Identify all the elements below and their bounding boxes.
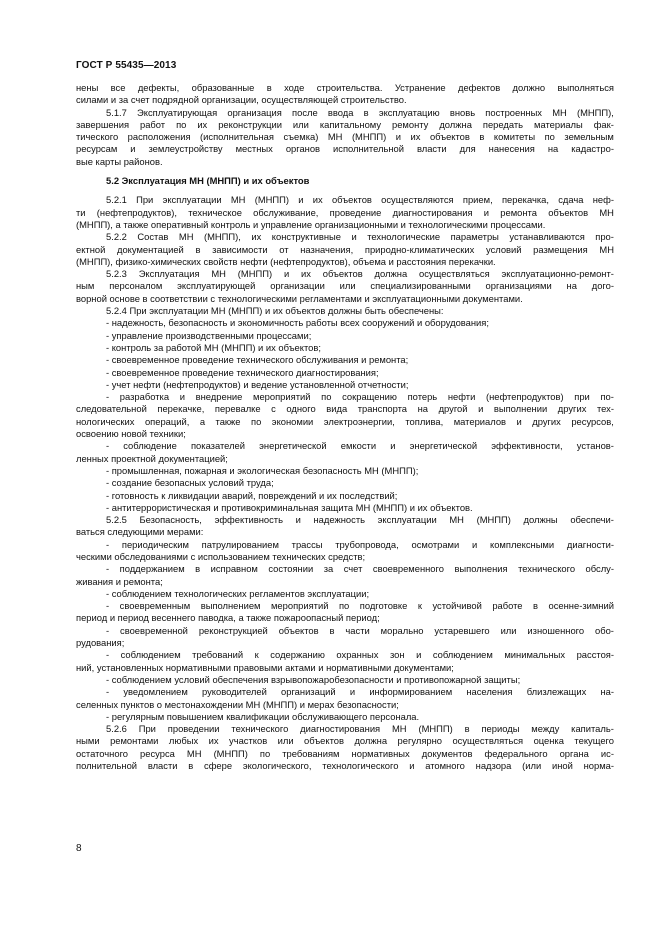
section-heading: 5.2 Эксплуатация МН (МНПП) и их объектов <box>106 175 310 187</box>
text-line: нены все дефекты, образованные в ходе строительства. Устранение дефектов должно выполняться <box>76 82 614 93</box>
text-line: - учет нефти (нефтепродуктов) и ведение установленной отчетности; <box>106 378 409 390</box>
text-line: силами и за счет подрядной организации, осуществляющей строительство. <box>76 94 407 106</box>
text-line: - промышленная, пожарная и экологическая безопасность МН (МНПП); <box>106 464 419 476</box>
text-line: (МНПП), а также оперативный контроль и управление организационными и технологическими процессами. <box>76 218 546 230</box>
text-line: (МНПП), физико-химических свойств нефти (нефтепродуктов), объема и расстояния перекачки. <box>76 255 496 267</box>
text-line: - готовность к ликвидации аварий, повреждений и их последствий; <box>106 489 398 501</box>
text-line: период и период весеннего паводка, а также пожароопасный период; <box>76 612 380 624</box>
document-body <box>76 82 614 772</box>
text-line: - регулярным повышением квалификации обслуживающего персонала. <box>106 710 420 722</box>
text-line: ческими обследованиями с использованием технических средств; <box>76 550 366 562</box>
text-line: ворной основе в соответствии с технологическими регламентами и эксплуатационными документами. <box>76 292 523 304</box>
text-line: - своевременным выполнением мероприятий по подготовке к устойчивой работе в осенне-зимний <box>106 600 614 612</box>
text-line: 5.2.4 При эксплуатации МН (МНПП) и их объектов должны быть обеспечены: <box>106 305 444 317</box>
text-line: - разработка и внедрение мероприятий по сокращению потерь нефти (нефтепродуктов) при по- <box>106 391 614 403</box>
paragraph-gap <box>76 187 614 194</box>
text-line: нологических операций, а также по экономии электроэнергии, топлива, материалов и других ресурсов, <box>76 415 614 427</box>
text-line: 5.1.7 Эксплуатирующая организация после ввода в эксплуатацию вновь построенных МН (МНПП), <box>106 106 614 118</box>
text-line: 5.2.1 При эксплуатации МН (МНПП) и их объектов осуществляются прием, перекачка, сдача неф- <box>106 194 614 206</box>
text-line: остаточного ресурса МН (МНПП) по требованиям нормативных документов федерального органа ис- <box>76 747 614 759</box>
text-line: следовательной перекачке, перевалке с одного вида транспорта на другой и выполнении других тех- <box>76 403 614 415</box>
text-line: - поддержанием в исправном состоянии за счет своевременного выполнения технического обслу- <box>106 563 614 575</box>
text-line: рудования; <box>76 637 125 649</box>
text-line: ресурсам и землеустройству местных органов исполнительной власти для нанесения на кадастро- <box>76 143 614 155</box>
text-line: - антитеррористическая и противокриминальная защита МН (МНПП) и их объектов. <box>106 501 473 513</box>
text-line: - соблюдением условий обеспечения взрывопожаробезопасности и противопожарной защиты; <box>106 673 521 685</box>
text-line: ным персоналом эксплуатирующей организации или специализированными организациями на дого- <box>76 280 614 292</box>
text-line: - своевременное проведение технического обслуживания и ремонта; <box>106 354 409 366</box>
text-line: - управление производственными процессами; <box>106 329 312 341</box>
text-line: ний, установленных нормативными правовыми актами и нормативными документами; <box>76 661 454 673</box>
text-line: ти (нефтепродуктов), техническое обслуживание, проведение диагностирования и ремонта объектов МН <box>76 206 614 218</box>
text-line: ектной документацией в зависимости от назначения, природно-климатических условий размещения МН <box>76 243 614 255</box>
text-line: - соблюдением требований к содержанию охранных зон и соблюдением минимальных расстоя- <box>106 649 614 661</box>
text-line: - своевременное проведение технического диагностирования; <box>106 366 379 378</box>
text-line: завершения работ по их реконструкции или капитальному ремонту должна передать материалы фак- <box>76 118 614 130</box>
text-line: ваться следующими мерами: <box>76 526 204 538</box>
text-line: освоению новой техники; <box>76 428 186 440</box>
text-line: - создание безопасных условий труда; <box>106 477 274 489</box>
text-line: ными ремонтами любых их участков или объектов должна регулярно осуществляться оценка текущего <box>76 735 614 747</box>
text-line: - уведомлением руководителей организаций и информированием населения близлежащих на- <box>106 686 614 698</box>
text-line: - периодическим патрулированием трассы трубопровода, осмотрами и комплексными диагности- <box>106 538 614 550</box>
text-line: 5.2.2 Состав МН (МНПП), их конструктивные и технологические параметры устанавливаются про- <box>106 231 614 243</box>
text-line: - своевременной реконструкцией объектов в части морально устаревшего или изношенного обо- <box>106 624 614 636</box>
text-line: - соблюдением технологических регламентов эксплуатации; <box>106 587 370 599</box>
text-line: ленных проектной документацией; <box>76 452 228 464</box>
text-line: полнительной власти в сфере экологического, технологического и атомного надзора (или иной норма- <box>76 760 614 772</box>
text-line: селенных пунктов о местонахождении МН (МНПП) и мерах безопасности; <box>76 698 399 710</box>
page-number: 8 <box>76 843 82 854</box>
text-line: 5.2.3 Эксплуатация МН (МНПП) и их объектов должна осуществляться эксплуатационно-ремонт- <box>106 268 614 280</box>
text-line: 5.2.6 При проведении технического диагностирования МН (МНПП) в периоды между капиталь- <box>106 723 614 735</box>
page-header-standard: ГОСТ Р 55435—2013 <box>76 60 177 71</box>
text-line: живания и ремонта; <box>76 575 163 587</box>
text-line: - соблюдение показателей энергетической емкости и энергетической эффективности, установ- <box>106 440 614 452</box>
text-line: - контроль за работой МН (МНПП) и их объектов; <box>106 341 321 353</box>
text-line: вые карты районов. <box>76 155 163 167</box>
text-line: 5.2.5 Безопасность, эффективность и надежность эксплуатации МН (МНПП) должны обеспечи- <box>106 514 614 526</box>
text-line: тического расположения (исполнительная съемка) МН (МНПП) и их объектов в комитеты по земельным <box>76 131 614 143</box>
text-line: - надежность, безопасность и экономичность работы всех сооружений и оборудования; <box>106 317 489 329</box>
paragraph-gap <box>76 168 614 175</box>
